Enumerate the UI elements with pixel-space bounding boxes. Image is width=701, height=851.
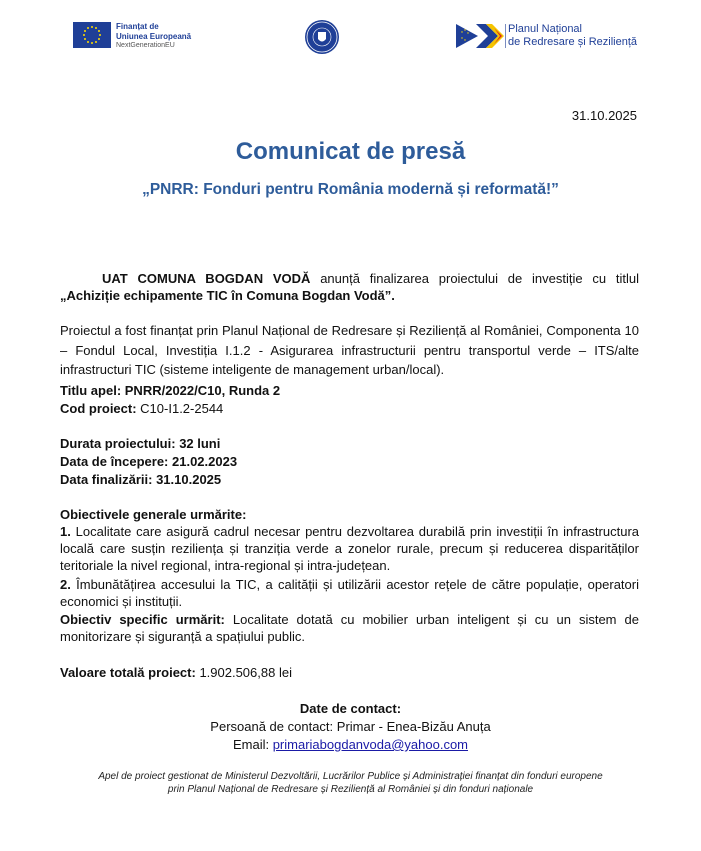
duration-label: Durata proiectului: bbox=[60, 436, 180, 451]
pnrr-flag-icon bbox=[456, 24, 504, 48]
eu-logo-text bbox=[116, 22, 191, 51]
specific-objective-text: Localitate dotată cu mobilier urban inteligent și cu un sistem de monitorizare și siguranță a spațiului public. bbox=[60, 612, 639, 644]
footer-line1: Apel de proiect gestionat de Ministerul Dezvoltării, Lucrărilor Publice și Administrației finanțat din fonduri europene bbox=[98, 771, 603, 782]
specific-objective bbox=[60, 611, 639, 645]
contact-person: Persoană de contact: Primar - Enea-Bizău Anuța bbox=[210, 719, 491, 734]
end-date-value: 31.10.2025 bbox=[156, 472, 222, 487]
call-title-label: Titlu apel: bbox=[60, 383, 125, 398]
objective-number: 2. bbox=[60, 577, 71, 592]
intro-text: anunță finalizarea proiectului de investiție cu titlul bbox=[310, 271, 639, 286]
pnrr-logo-line1: Planul Național bbox=[508, 23, 582, 35]
objectives-heading: Obiectivele generale urmărite: bbox=[60, 507, 247, 522]
project-title: „Achiziție echipamente TIC în Comuna Bogdan Vodă”. bbox=[60, 288, 395, 303]
call-title bbox=[60, 382, 639, 399]
eu-logo-line3: NextGenerationEU bbox=[116, 42, 175, 49]
duration-value: 32 luni bbox=[179, 436, 221, 451]
romanian-government-seal-icon bbox=[305, 20, 339, 54]
start-date-value: 21.02.2023 bbox=[172, 454, 238, 469]
contact-email-line bbox=[0, 736, 701, 753]
project-code bbox=[60, 400, 639, 417]
email-link[interactable]: primariabogdanvoda@yahoo.com bbox=[272, 737, 469, 752]
page-title: Comunicat de presă bbox=[235, 138, 466, 165]
project-start-date bbox=[60, 453, 639, 470]
project-code-label: Cod proiect: bbox=[60, 401, 141, 416]
contact-heading: Date de contact: bbox=[299, 701, 402, 716]
objective-text: Localitate care asigură cadrul necesar pentru dezvoltarea durabilă prin investiții în infrastructura locală care susțin reziliența și tranziția verde a zonelor rurale, precum și reducerea disparităților teritoriale la nivel regional, intra-regional și intra-județean. bbox=[60, 524, 639, 573]
objective-text: Îmbunătățirea accesului la TIC, a calității și utilizării acestor rețele de către populație, operatori economici și instituții. bbox=[60, 577, 639, 609]
intro-paragraph bbox=[60, 270, 639, 304]
footer-line2: prin Planul Național de Redresare și Reziliență al României și din fonduri naționale bbox=[167, 784, 534, 795]
total-value-label: Valoare totală proiect: bbox=[60, 665, 200, 680]
eu-logo-line1: Finanțat de bbox=[116, 22, 159, 31]
email-label: Email: bbox=[232, 737, 273, 752]
eu-flag-icon bbox=[73, 22, 111, 48]
specific-objective-label: Obiectiv specific urmărit: bbox=[60, 612, 225, 627]
end-date-label: Data finalizării: bbox=[60, 472, 157, 487]
funding-paragraph: Proiectul a fost finanțat prin Planul Național de Redresare și Reziliență al României, Componenta 10 – Fondul Local, Investiția I.1.2 - Asigurarea infrastructurii pentru transportul verde – ITS/alte infrastructuri TIC (sisteme inteligente de management urban/local). bbox=[60, 323, 639, 377]
pnrr-logo-line2: de Redresare și Reziliență bbox=[508, 36, 638, 48]
project-duration bbox=[60, 435, 639, 452]
pnrr-logo-divider bbox=[505, 24, 506, 48]
page-subtitle: „PNRR: Fonduri pentru România modernă și reformată!” bbox=[142, 181, 559, 198]
objective-number: 1. bbox=[60, 524, 71, 539]
pnrr-logo-text bbox=[508, 23, 637, 49]
total-value-amount: 1.902.506,88 lei bbox=[199, 665, 292, 680]
objective-item bbox=[60, 576, 639, 610]
footer-note bbox=[0, 770, 701, 796]
total-value bbox=[60, 664, 639, 681]
objective-item bbox=[60, 523, 639, 574]
call-title-value: PNRR/2022/C10, Runda 2 bbox=[124, 383, 281, 398]
project-code-value: C10-I1.2-2544 bbox=[140, 401, 224, 416]
project-end-date bbox=[60, 471, 639, 488]
eu-logo-line2: Uniunea Europeană bbox=[116, 31, 192, 41]
document-date: 31.10.2025 bbox=[571, 108, 637, 123]
beneficiary-name: UAT COMUNA BOGDAN VODĂ bbox=[102, 271, 311, 286]
start-date-label: Data de începere: bbox=[60, 454, 172, 469]
